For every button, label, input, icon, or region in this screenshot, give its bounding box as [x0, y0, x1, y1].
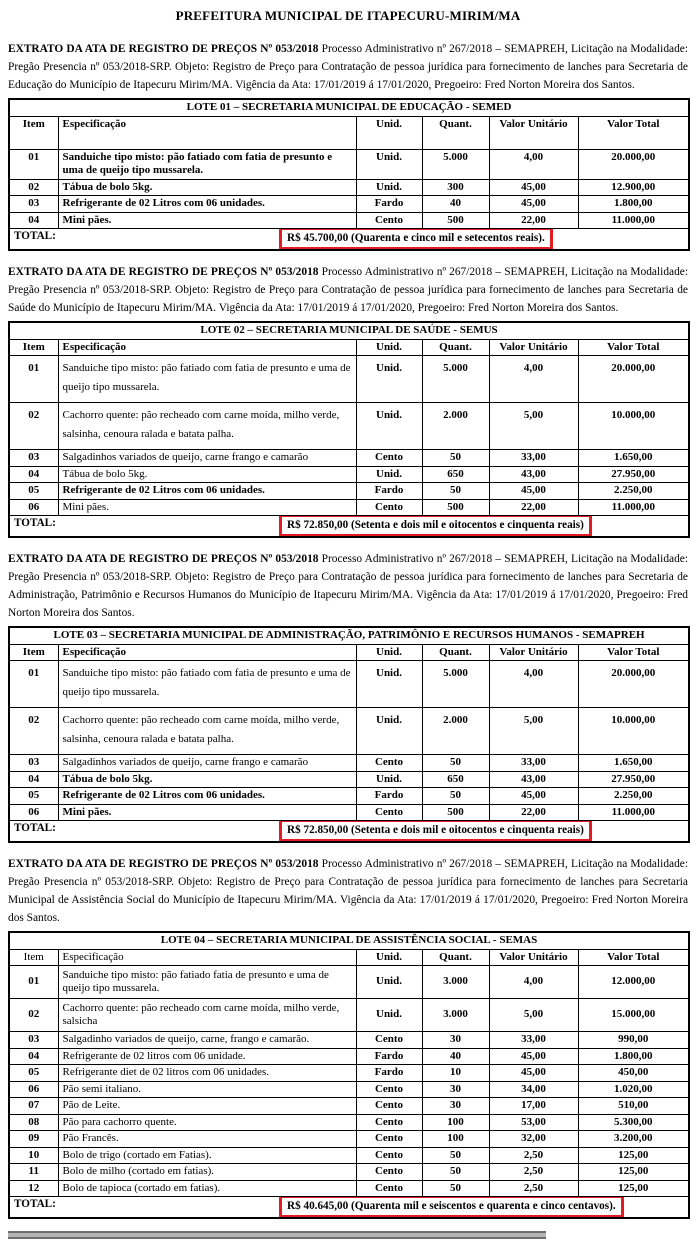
quant-cell: 500: [422, 212, 489, 229]
unid-cell: Fardo: [356, 788, 422, 805]
valor-total-cell: 450,00: [578, 1065, 689, 1082]
valor-total-cell: 3.200,00: [578, 1131, 689, 1148]
partial-next-table-bar: [8, 1231, 546, 1239]
extract-intro-heading: EXTRATO DA ATA DE REGISTRO DE PREÇOS Nº 053/2018: [8, 266, 319, 278]
column-header-valor-total: Valor Total: [578, 949, 689, 966]
item-cell: 02: [9, 179, 58, 196]
item-cell: 03: [9, 196, 58, 213]
unid-cell: Unid.: [356, 179, 422, 196]
item-cell: 10: [9, 1147, 58, 1164]
spec-cell: Bolo de tapioca (cortado em fatias).: [58, 1180, 356, 1197]
lote-title-row: [9, 322, 689, 339]
total-label: TOTAL:: [14, 1198, 56, 1210]
total-cell: [9, 229, 689, 251]
total-label: TOTAL:: [14, 822, 56, 834]
spec-cell: Sanduiche tipo misto: pão fatiado fatia de presunto e uma de queijo tipo mussarela.: [58, 966, 356, 999]
unid-cell: Cento: [356, 450, 422, 467]
lote-title: LOTE 04 – SECRETARIA MUNICIPAL DE ASSISTÊNCIA SOCIAL - SEMAS: [9, 932, 689, 949]
column-header-quant: Quant.: [422, 949, 489, 966]
total-cell: [9, 516, 689, 538]
spec-cell: Refrigerante de 02 litros com 06 unidade.: [58, 1048, 356, 1065]
valor-unitario-cell: 5,00: [489, 708, 578, 755]
extract-intro: [8, 40, 688, 94]
total-row: [9, 821, 689, 843]
table-row: [9, 966, 689, 999]
column-header-item: Item: [9, 949, 58, 966]
table-row: [9, 708, 689, 755]
table-row: [9, 466, 689, 483]
spec-cell: Pão de Leite.: [58, 1098, 356, 1115]
total-cell: [9, 821, 689, 843]
item-cell: 08: [9, 1114, 58, 1131]
item-cell: 02: [9, 708, 58, 755]
valor-total-cell: 11.000,00: [578, 212, 689, 229]
table-row: [9, 1164, 689, 1181]
item-cell: 02: [9, 999, 58, 1032]
unid-cell: Unid.: [356, 966, 422, 999]
column-header-especificacao: Especificação: [58, 339, 356, 356]
quant-cell: 40: [422, 196, 489, 213]
unid-cell: Cento: [356, 1098, 422, 1115]
extract-intro-text: Processo Administrativo nº 267/2018 – SEMAPREH, Licitação na Modalidade: Pregão Presencia nº 053/2018-SRP. Objeto: Registro de Preço para Contratação de pessoa jurídica para fornecimento de lanches para Secretaria de Educação do Município de Itapecuru Mirim/MA. Vigência da Ata: 17/01/2019 á 17/01/2020, Pregoeiro: Fred Norton Moreira dos Santos.: [8, 43, 688, 91]
valor-total-cell: 1.800,00: [578, 196, 689, 213]
valor-total-cell: 510,00: [578, 1098, 689, 1115]
unid-cell: Cento: [356, 499, 422, 516]
item-cell: 06: [9, 804, 58, 821]
valor-unitario-cell: 32,00: [489, 1131, 578, 1148]
column-header-row: [9, 949, 689, 966]
unid-cell: Cento: [356, 1032, 422, 1049]
item-cell: 05: [9, 788, 58, 805]
table-row: [9, 755, 689, 772]
table-row: [9, 999, 689, 1032]
unid-cell: Fardo: [356, 1065, 422, 1082]
item-cell: 03: [9, 1032, 58, 1049]
table-row: [9, 1180, 689, 1197]
valor-total-cell: 2.250,00: [578, 483, 689, 500]
total-value-highlight: R$ 72.850,00 (Setenta e dois mil e oitocentos e cinquenta reais): [279, 516, 592, 538]
column-header-valor-unitario: Valor Unitário: [489, 339, 578, 356]
quant-cell: 500: [422, 804, 489, 821]
valor-total-cell: 1.650,00: [578, 755, 689, 772]
column-header-valor-total: Valor Total: [578, 644, 689, 661]
quant-cell: 50: [422, 788, 489, 805]
extract-section: [8, 263, 688, 538]
quant-cell: 100: [422, 1114, 489, 1131]
valor-unitario-cell: 45,00: [489, 1048, 578, 1065]
quant-cell: 300: [422, 179, 489, 196]
item-cell: 11: [9, 1164, 58, 1181]
spec-cell: Cachorro quente: pão recheado com carne moída, milho verde, salsinha, cenoura ralada e batata palha.: [58, 403, 356, 450]
unid-cell: Unid.: [356, 661, 422, 708]
unid-cell: Cento: [356, 1131, 422, 1148]
valor-total-cell: 11.000,00: [578, 499, 689, 516]
column-header-item: Item: [9, 339, 58, 356]
extract-intro-text: Processo Administrativo nº 267/2018 – SEMAPREH, Licitação na Modalidade: Pregão Presencia nº 053/2018-SRP. Objeto: Registro de Preço para Contratação de pessoa jurídica para fornecimento de lanches para Secretaria de Saúde do Município de Itapecuru Mirim/MA. Vigência da Ata: 17/01/2019 á 17/01/2020, Pregoeiro: Fred Norton Moreira dos Santos.: [8, 266, 688, 314]
table-row: [9, 403, 689, 450]
total-row: [9, 1197, 689, 1219]
unid-cell: Cento: [356, 1147, 422, 1164]
table-row: [9, 1098, 689, 1115]
extract-section: [8, 855, 688, 1219]
lote-table: [8, 98, 690, 251]
lote-table: [8, 626, 690, 843]
quant-cell: 650: [422, 466, 489, 483]
valor-unitario-cell: 45,00: [489, 788, 578, 805]
quant-cell: 100: [422, 1131, 489, 1148]
total-row: [9, 516, 689, 538]
unid-cell: Fardo: [356, 483, 422, 500]
unid-cell: Cento: [356, 804, 422, 821]
total-value-highlight: R$ 72.850,00 (Setenta e dois mil e oitocentos e cinquenta reais): [279, 821, 592, 843]
table-row: [9, 450, 689, 467]
table-row: [9, 1147, 689, 1164]
item-cell: 05: [9, 483, 58, 500]
item-cell: 01: [9, 966, 58, 999]
table-row: [9, 212, 689, 229]
valor-unitario-cell: 5,00: [489, 403, 578, 450]
column-header-especificacao: Especificação: [58, 644, 356, 661]
lote-title: LOTE 02 – SECRETARIA MUNICIPAL DE SAÚDE - SEMUS: [9, 322, 689, 339]
table-row: [9, 1114, 689, 1131]
quant-cell: 30: [422, 1032, 489, 1049]
column-header-especificacao: Especificação: [58, 949, 356, 966]
extract-section: [8, 40, 688, 251]
column-header-row: [9, 339, 689, 356]
table-row: [9, 499, 689, 516]
unid-cell: Cento: [356, 1164, 422, 1181]
quant-cell: 5.000: [422, 356, 489, 403]
valor-unitario-cell: 17,00: [489, 1098, 578, 1115]
item-cell: 04: [9, 1048, 58, 1065]
total-value-highlight: R$ 45.700,00 (Quarenta e cinco mil e setecentos reais).: [279, 229, 553, 251]
table-row: [9, 1032, 689, 1049]
valor-total-cell: 990,00: [578, 1032, 689, 1049]
valor-total-cell: 20.000,00: [578, 356, 689, 403]
valor-unitario-cell: 4,00: [489, 356, 578, 403]
valor-unitario-cell: 2,50: [489, 1164, 578, 1181]
quant-cell: 2.000: [422, 708, 489, 755]
unid-cell: Unid.: [356, 771, 422, 788]
table-row: [9, 356, 689, 403]
valor-unitario-cell: 45,00: [489, 483, 578, 500]
quant-cell: 500: [422, 499, 489, 516]
item-cell: 04: [9, 466, 58, 483]
spec-cell: Tábua de bolo 5kg.: [58, 771, 356, 788]
spec-cell: Pão para cachorro quente.: [58, 1114, 356, 1131]
column-header-quant: Quant.: [422, 339, 489, 356]
column-header-item: Item: [9, 116, 58, 149]
table-row: [9, 771, 689, 788]
extract-intro: [8, 855, 688, 927]
spec-cell: Pão semi italiano.: [58, 1081, 356, 1098]
valor-unitario-cell: 4,00: [489, 149, 578, 179]
valor-unitario-cell: 4,00: [489, 661, 578, 708]
valor-total-cell: 12.000,00: [578, 966, 689, 999]
item-cell: 06: [9, 499, 58, 516]
valor-unitario-cell: 34,00: [489, 1081, 578, 1098]
item-cell: 03: [9, 450, 58, 467]
lote-table: [8, 931, 690, 1219]
quant-cell: 3.000: [422, 966, 489, 999]
item-cell: 01: [9, 661, 58, 708]
unid-cell: Unid.: [356, 149, 422, 179]
valor-total-cell: 15.000,00: [578, 999, 689, 1032]
unid-cell: Unid.: [356, 356, 422, 403]
extract-sections-container: [8, 40, 688, 1219]
quant-cell: 50: [422, 1180, 489, 1197]
item-cell: 06: [9, 1081, 58, 1098]
unid-cell: Cento: [356, 1081, 422, 1098]
spec-cell: Tábua de bolo 5kg.: [58, 179, 356, 196]
valor-total-cell: 20.000,00: [578, 661, 689, 708]
spec-cell: Refrigerante de 02 Litros com 06 unidades.: [58, 196, 356, 213]
table-row: [9, 1131, 689, 1148]
column-header-quant: Quant.: [422, 644, 489, 661]
quant-cell: 10: [422, 1065, 489, 1082]
unid-cell: Unid.: [356, 999, 422, 1032]
valor-unitario-cell: 22,00: [489, 804, 578, 821]
item-cell: 03: [9, 755, 58, 772]
item-cell: 02: [9, 403, 58, 450]
spec-cell: Sanduiche tipo misto: pão fatiado com fatia de presunto e uma de queijo tipo mussarela.: [58, 661, 356, 708]
quant-cell: 30: [422, 1081, 489, 1098]
lote-table: [8, 321, 690, 538]
valor-unitario-cell: 45,00: [489, 1065, 578, 1082]
quant-cell: 5.000: [422, 149, 489, 179]
valor-total-cell: 5.300,00: [578, 1114, 689, 1131]
quant-cell: 30: [422, 1098, 489, 1115]
valor-unitario-cell: 4,00: [489, 966, 578, 999]
unid-cell: Fardo: [356, 196, 422, 213]
column-header-valor-total: Valor Total: [578, 116, 689, 149]
table-row: [9, 149, 689, 179]
table-row: [9, 661, 689, 708]
column-header-valor-unitario: Valor Unitário: [489, 949, 578, 966]
item-cell: 04: [9, 771, 58, 788]
spec-cell: Sanduiche tipo misto: pão fatiado com fatia de presunto e uma de queijo tipo mussarela.: [58, 149, 356, 179]
item-cell: 09: [9, 1131, 58, 1148]
unid-cell: Unid.: [356, 708, 422, 755]
valor-unitario-cell: 45,00: [489, 196, 578, 213]
table-row: [9, 1048, 689, 1065]
table-row: [9, 1081, 689, 1098]
valor-total-cell: 125,00: [578, 1164, 689, 1181]
total-value-highlight: R$ 40.645,00 (Quarenta mil e seiscentos e quarenta e cinco centavos).: [279, 1197, 624, 1219]
column-header-unid: Unid.: [356, 949, 422, 966]
spec-cell: Mini pães.: [58, 212, 356, 229]
item-cell: 07: [9, 1098, 58, 1115]
column-header-valor-unitario: Valor Unitário: [489, 116, 578, 149]
unid-cell: Cento: [356, 212, 422, 229]
table-row: [9, 1065, 689, 1082]
item-cell: 05: [9, 1065, 58, 1082]
item-cell: 12: [9, 1180, 58, 1197]
extract-intro: [8, 263, 688, 317]
lote-title-row: [9, 99, 689, 116]
valor-unitario-cell: 33,00: [489, 450, 578, 467]
total-cell: [9, 1197, 689, 1219]
quant-cell: 3.000: [422, 999, 489, 1032]
quant-cell: 50: [422, 1147, 489, 1164]
valor-unitario-cell: 43,00: [489, 466, 578, 483]
spec-cell: Mini pães.: [58, 804, 356, 821]
valor-total-cell: 12.900,00: [578, 179, 689, 196]
spec-cell: Sanduiche tipo misto: pão fatiado com fatia de presunto e uma de queijo tipo mussarela.: [58, 356, 356, 403]
lote-title: LOTE 01 – SECRETARIA MUNICIPAL DE EDUCAÇÃO - SEMED: [9, 99, 689, 116]
quant-cell: 50: [422, 450, 489, 467]
extract-intro-heading: EXTRATO DA ATA DE REGISTRO DE PREÇOS Nº 053/2018: [8, 553, 319, 565]
column-header-row: [9, 116, 689, 149]
quant-cell: 2.000: [422, 403, 489, 450]
column-header-item: Item: [9, 644, 58, 661]
unid-cell: Unid.: [356, 403, 422, 450]
valor-total-cell: 1.800,00: [578, 1048, 689, 1065]
column-header-valor-unitario: Valor Unitário: [489, 644, 578, 661]
valor-total-cell: 125,00: [578, 1180, 689, 1197]
column-header-quant: Quant.: [422, 116, 489, 149]
quant-cell: 5.000: [422, 661, 489, 708]
valor-total-cell: 11.000,00: [578, 804, 689, 821]
unid-cell: Cento: [356, 1114, 422, 1131]
column-header-unid: Unid.: [356, 644, 422, 661]
quant-cell: 40: [422, 1048, 489, 1065]
spec-cell: Refrigerante de 02 Litros com 06 unidades.: [58, 483, 356, 500]
column-header-valor-total: Valor Total: [578, 339, 689, 356]
table-row: [9, 196, 689, 213]
column-header-row: [9, 644, 689, 661]
table-row: [9, 179, 689, 196]
valor-unitario-cell: 22,00: [489, 212, 578, 229]
unid-cell: Fardo: [356, 1048, 422, 1065]
quant-cell: 650: [422, 771, 489, 788]
spec-cell: Pão Francês.: [58, 1131, 356, 1148]
unid-cell: Cento: [356, 755, 422, 772]
unid-cell: Cento: [356, 1180, 422, 1197]
table-row: [9, 788, 689, 805]
spec-cell: Mini pães.: [58, 499, 356, 516]
extract-intro-heading: EXTRATO DA ATA DE REGISTRO DE PREÇOS Nº 053/2018: [8, 43, 319, 55]
item-cell: 04: [9, 212, 58, 229]
valor-unitario-cell: 2,50: [489, 1147, 578, 1164]
lote-title-row: [9, 932, 689, 949]
table-row: [9, 804, 689, 821]
spec-cell: Salgadinhos variados de queijo, carne frango e camarão: [58, 450, 356, 467]
valor-total-cell: 10.000,00: [578, 403, 689, 450]
extract-intro-text: Processo Administrativo nº 267/2018 – SEMAPREH, Licitação na Modalidade: Pregão Presencia nº 053/2018-SRP. Objeto: Registro de Preço para Contratação de pessoa jurídica para fornecimento de lanches para Secretaria de Administração, Patrimônio e Recursos Humanos do Município de Itapecuru Mirim/MA. Vigência da Ata: 17/01/2019 á 17/01/2020, Pregoeiro: Fred Norton Moreira dos Santos.: [8, 553, 688, 619]
table-row: [9, 483, 689, 500]
lote-title: LOTE 03 – SECRETARIA MUNICIPAL DE ADMINISTRAÇÃO, PATRIMÔNIO E RECURSOS HUMANOS - SEMAPREH: [9, 627, 689, 644]
valor-total-cell: 1.020,00: [578, 1081, 689, 1098]
valor-total-cell: 2.250,00: [578, 788, 689, 805]
total-label: TOTAL:: [14, 517, 56, 529]
valor-unitario-cell: 45,00: [489, 179, 578, 196]
extract-intro: [8, 550, 688, 622]
spec-cell: Bolo de milho (cortado em fatias).: [58, 1164, 356, 1181]
quant-cell: 50: [422, 755, 489, 772]
spec-cell: Cachorro quente: pão recheado com carne moída, milho verde, salsicha: [58, 999, 356, 1032]
valor-unitario-cell: 5,00: [489, 999, 578, 1032]
spec-cell: Tábua de bolo 5kg.: [58, 466, 356, 483]
spec-cell: Salgadinhos variados de queijo, carne frango e camarão: [58, 755, 356, 772]
valor-total-cell: 10.000,00: [578, 708, 689, 755]
unid-cell: Unid.: [356, 466, 422, 483]
valor-unitario-cell: 2,50: [489, 1180, 578, 1197]
extract-intro-text: Processo Administrativo nº 267/2018 – SEMAPREH, Licitação na Modalidade: Pregão Presencia nº 053/2018-SRP. Objeto: Registro de Preço para Contratação de pessoa jurídica para fornecimento de lanches para Secretaria Municipal de Assistência Social do Município de Itapecuru Mirim/MA. Vigência da Ata: 17/01/2019 á 17/01/2020, Pregoeiro: Fred Norton Moreira dos Santos.: [8, 858, 688, 924]
item-cell: 01: [9, 356, 58, 403]
extract-section: [8, 550, 688, 843]
total-label: TOTAL:: [14, 230, 56, 242]
valor-unitario-cell: 53,00: [489, 1114, 578, 1131]
valor-total-cell: 27.950,00: [578, 466, 689, 483]
quant-cell: 50: [422, 483, 489, 500]
valor-total-cell: 27.950,00: [578, 771, 689, 788]
spec-cell: Bolo de trigo (cortado em Fatias).: [58, 1147, 356, 1164]
column-header-unid: Unid.: [356, 116, 422, 149]
page-title: PREFEITURA MUNICIPAL DE ITAPECURU-MIRIM/MA: [175, 8, 521, 23]
total-row: [9, 229, 689, 251]
valor-unitario-cell: 33,00: [489, 1032, 578, 1049]
valor-unitario-cell: 43,00: [489, 771, 578, 788]
spec-cell: Cachorro quente: pão recheado com carne moída, milho verde, salsinha, cenoura ralada e batata palha.: [58, 708, 356, 755]
column-header-especificacao: Especificação: [58, 116, 356, 149]
valor-total-cell: 20.000,00: [578, 149, 689, 179]
spec-cell: Refrigerante de 02 Litros com 06 unidades.: [58, 788, 356, 805]
extract-intro-heading: EXTRATO DA ATA DE REGISTRO DE PREÇOS Nº 053/2018: [8, 858, 319, 870]
column-header-unid: Unid.: [356, 339, 422, 356]
valor-unitario-cell: 22,00: [489, 499, 578, 516]
spec-cell: Salgadinho variados de queijo, carne, frango e camarão.: [58, 1032, 356, 1049]
valor-total-cell: 125,00: [578, 1147, 689, 1164]
lote-title-row: [9, 627, 689, 644]
valor-unitario-cell: 33,00: [489, 755, 578, 772]
quant-cell: 50: [422, 1164, 489, 1181]
item-cell: 01: [9, 149, 58, 179]
valor-total-cell: 1.650,00: [578, 450, 689, 467]
spec-cell: Refrigerante diet de 02 litros com 06 unidades.: [58, 1065, 356, 1082]
